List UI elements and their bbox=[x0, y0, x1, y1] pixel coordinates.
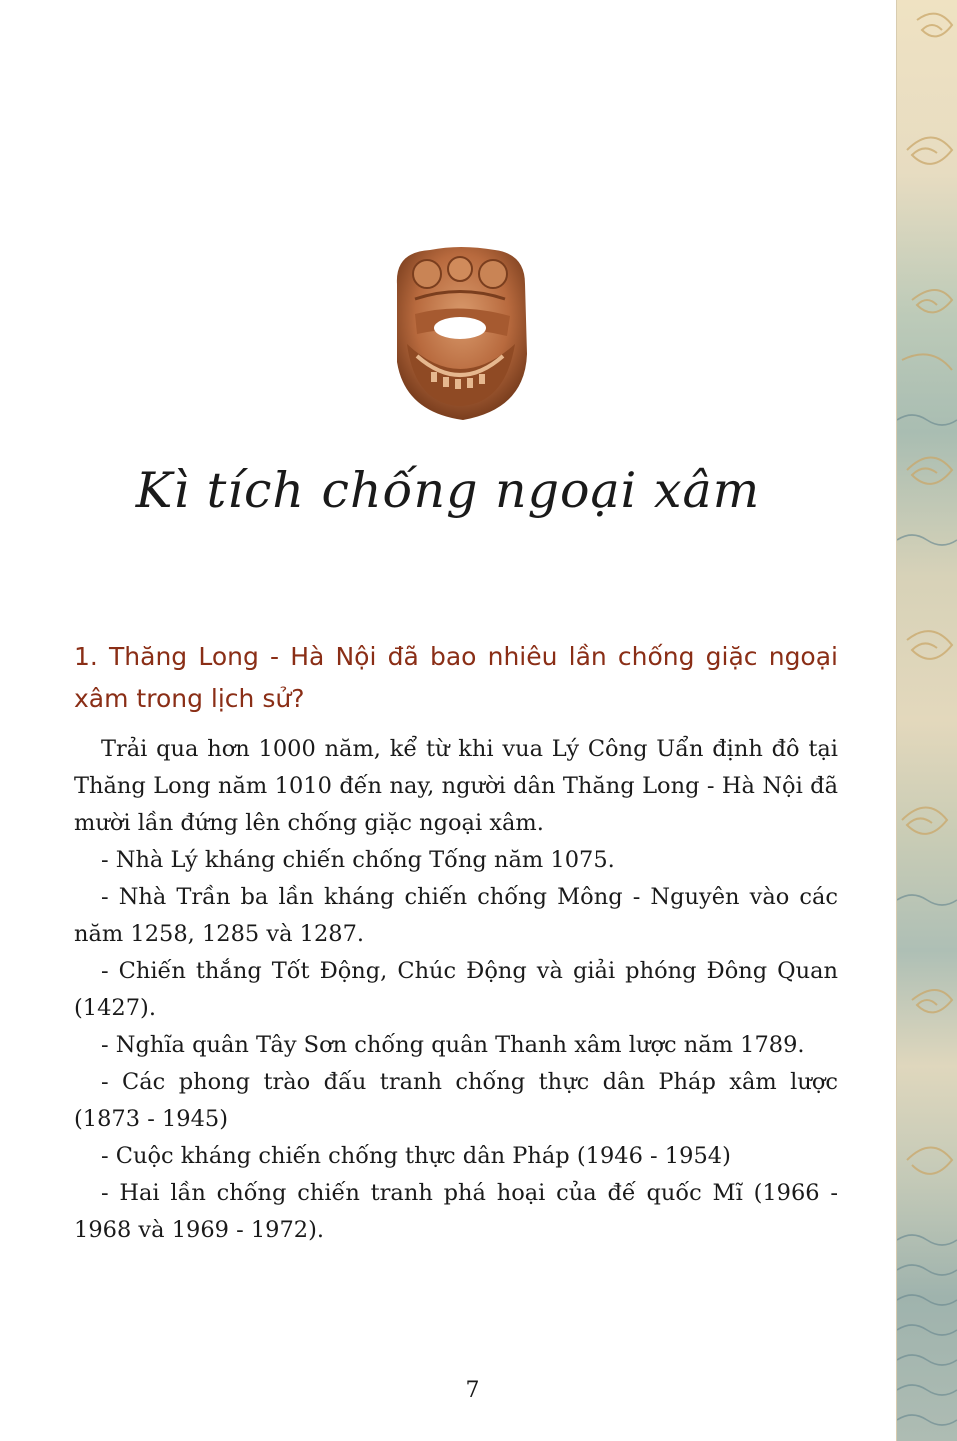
question-heading: 1. Thăng Long - Hà Nội đã bao nhiêu lần chống giặc ngoại xâm trong lịch sử? bbox=[74, 642, 838, 713]
list-item: - Nhà Lý kháng chiến chống Tống năm 1075. bbox=[101, 847, 615, 873]
cloud-pattern-icon bbox=[897, 0, 957, 1441]
list-item: - Nhà Trần ba lần kháng chiến chống Mông - Nguyên vào các năm 1258, 1285 và 1287. bbox=[74, 884, 838, 947]
paragraph: Trải qua hơn 1000 năm, kể từ khi vua Lý Công Uẩn định đô tại Thăng Long năm 1010 đến nay, người dân Thăng Long - Hà Nội đã mười lần đứng lên chống giặc ngoại xâm. bbox=[74, 736, 838, 836]
terracotta-lion-head-image bbox=[385, 244, 535, 424]
list-item: - Nghĩa quân Tây Sơn chống quân Thanh xâm lược năm 1789. bbox=[101, 1032, 805, 1058]
page-number: 7 bbox=[465, 1378, 480, 1403]
chapter-title: Kì tích chống ngoại xâm bbox=[135, 462, 761, 519]
list-item: - Chiến thắng Tốt Động, Chúc Động và giải phóng Đông Quan (1427). bbox=[74, 958, 838, 1021]
list-item: - Các phong trào đấu tranh chống thực dân Pháp xâm lược (1873 - 1945) bbox=[74, 1069, 838, 1132]
decorative-border bbox=[896, 0, 957, 1441]
list-item: - Cuộc kháng chiến chống thực dân Pháp (1946 - 1954) bbox=[101, 1143, 731, 1169]
list-item: - Hai lần chống chiến tranh phá hoại của đế quốc Mĩ (1966 - 1968 và 1969 - 1972). bbox=[74, 1180, 838, 1243]
answer-text bbox=[74, 731, 838, 1249]
